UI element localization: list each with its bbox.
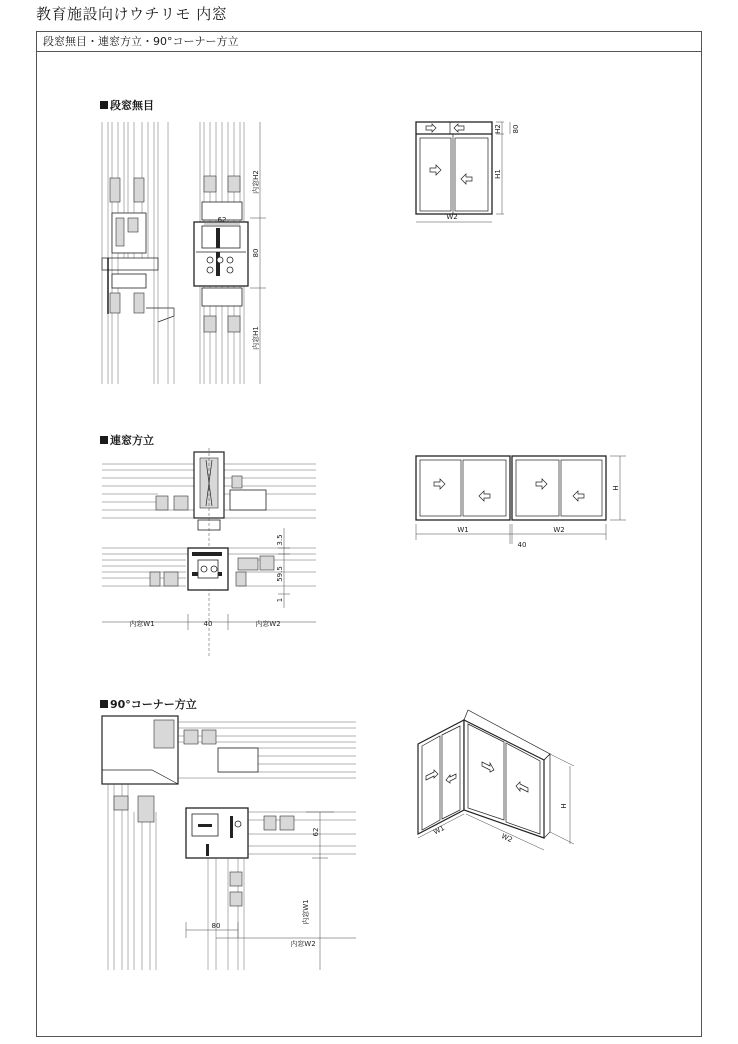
- danmado-dim-top-height: 内窓H2: [252, 170, 260, 194]
- corner-dim-offset: 80: [211, 922, 221, 930]
- square-bullet-icon: [100, 436, 108, 444]
- corner-dim-w1: 内窓W1: [302, 899, 310, 925]
- renmado-elev-height: H: [612, 485, 620, 491]
- section-title-corner: 90°コーナー方立: [100, 696, 197, 712]
- danmado-dim-mullion-height: 80: [252, 248, 260, 258]
- danmado-elev-h2-value: 80: [512, 124, 520, 134]
- renmado-dim-left-width: 内窓W1: [129, 620, 155, 628]
- renmado-dim-a: 3.5: [276, 534, 284, 546]
- danmado-elev-width: W2: [446, 213, 458, 221]
- danmado-right-profile: [194, 122, 248, 384]
- corner-dim-depth: 62: [312, 827, 320, 837]
- danmado-section-detail: [98, 118, 328, 388]
- danmado-dim-mullion-width: 62: [217, 216, 227, 224]
- renmado-elev-right-width: W2: [553, 526, 565, 534]
- corner-dim-w2: 内窓W2: [290, 940, 316, 948]
- section-title-danmado: 段窓無目: [100, 97, 154, 113]
- renmado-dim-center: 40: [203, 620, 213, 628]
- square-bullet-icon: [100, 700, 108, 708]
- danmado-elev-h2: H2: [494, 124, 502, 134]
- danmado-elevation: [414, 118, 534, 230]
- renmado-elev-gap: 40: [517, 541, 527, 549]
- corner-elevation: [410, 710, 586, 860]
- danmado-left-profile: [102, 122, 174, 384]
- corner-elev-height: H: [560, 803, 568, 809]
- page-title: 教育施設向けウチリモ 内窓: [36, 5, 228, 23]
- renmado-dim-c: 1: [276, 597, 284, 603]
- renmado-dim-right-width: 内窓W2: [255, 620, 281, 628]
- drawing-subtitle: 段窓無目・連窓方立・90°コーナー方立: [37, 32, 701, 52]
- renmado-section-detail: [98, 448, 330, 656]
- square-bullet-icon: [100, 101, 108, 109]
- renmado-dim-b: 59.5: [276, 566, 284, 582]
- corner-elev-w1: W1: [432, 824, 446, 837]
- renmado-elevation: [414, 450, 634, 554]
- section-title-renmado: 連窓方立: [100, 432, 154, 448]
- corner-section-detail: [98, 712, 360, 974]
- corner-elev-w2: W2: [500, 832, 514, 845]
- danmado-dim-bottom-height: 内窓H1: [252, 326, 260, 350]
- corner-interior-profile: [186, 808, 356, 970]
- renmado-elev-left-width: W1: [457, 526, 469, 534]
- danmado-elev-h1: H1: [494, 169, 502, 179]
